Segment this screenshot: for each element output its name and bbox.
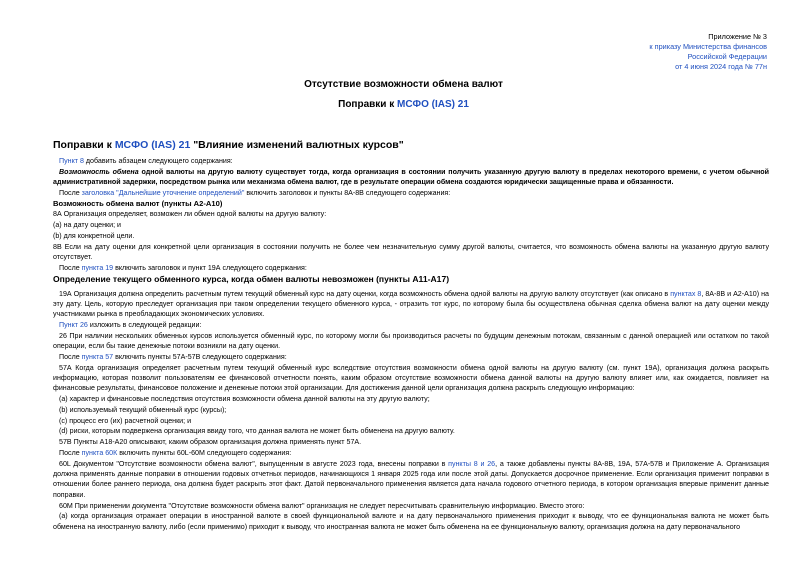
paragraph <box>53 156 769 166</box>
definition-text: одной валюты на другую валюту существует тогда, когда организация в состоянии получить указанную другую валюту в пределах некоторого времени, с учетом обычной административной задержки, посредством рынка или механизма обмена валют, где в результате операции обмена создаются юридически защищенные права и обязанности. <box>53 167 769 187</box>
list-item: (b) для конкретной цели. <box>53 232 135 241</box>
paragraph <box>53 167 769 188</box>
section-heading <box>53 139 404 151</box>
paragraph-8a: 8А Организация определяет, возможен ли обмен одной валюты на другую валюту: <box>53 210 327 219</box>
ministry-link[interactable]: Российской Федерации <box>687 52 767 61</box>
paragraph-60m: 60М При применении документа "Отсутствие возможности обмена валют" организация не следует пересчитывать сравнительную информацию. Вместо этого: <box>59 501 585 510</box>
paragraph-19a <box>53 289 769 320</box>
list-item: (a) когда организация отражает операции в иностранной валюте в своей функциональной валюте и на дату первоначального применения приходит к выводу, что ее функциональная валюта не может быть обменена на иностранную валюту, либо (если применимо) приходит к выводу, что иностранная валюта не может быть обменена на ее функциональную валюту, организация должна на дату первоначального <box>53 512 769 531</box>
paragraph-text: , 8А-8В и А2-А10) на эту дату. Цель, которую преследует организация при таком определении текущего обменного курса, - отразить тот курс, по которому была бы осуществлена обычная сделка обмена валют на дату оценки между участниками рынка в преобладающих экономических условиях. <box>53 289 769 319</box>
paragraph <box>53 320 769 330</box>
list-item: (c) процесс его (их) расчетной оценки; и <box>59 416 192 425</box>
document-title: Отсутствие возможности обмена валют <box>304 79 503 90</box>
paragraph-26-link[interactable]: Пункт 26 <box>59 320 88 329</box>
paragraph-8b: 8В Если на дату оценки для конкретной цели организация в состоянии получить не более чем незначительную сумму другой валюты, считается, что возможность обмена валюты на указанную другую валюту отсутствует. <box>53 242 769 262</box>
paragraph-text: включить пункты 57А-57В следующего содержания: <box>113 352 287 361</box>
paragraph-text: добавить абзацем следующего содержания: <box>83 157 233 165</box>
paragraph-text: включить заголовок и пункты 8А-8В следующего содержания: <box>244 188 451 197</box>
paragraph-57-link[interactable]: пункта 57 <box>81 352 114 361</box>
document-subtitle <box>0 99 807 110</box>
paragraph <box>53 263 769 273</box>
appendix-number: Приложение № 3 <box>708 32 767 41</box>
paragraphs-8-26-link[interactable]: пункты 8 и 26 <box>448 459 496 468</box>
paragraph-text: После <box>59 263 82 272</box>
list-item: (a) на дату оценки; и <box>53 221 122 230</box>
further-definitions-link[interactable]: заголовка "Дальнейшие уточнение определений" <box>81 188 245 197</box>
estimating-rate-heading: Определение текущего обменного курса, когда обмен валюты невозможен (пункты А11-А17) <box>53 274 450 285</box>
paragraph <box>53 352 769 362</box>
paragraph-text: После <box>59 188 82 197</box>
paragraph-26: 26 При наличии нескольких обменных курсов используется обменный курс, по которому могли бы производиться расчеты по будущим денежным потокам, связанным с данной операцией или остатком по такой операции, если бы такие денежные потоки возникли на дату оценки. <box>53 331 769 351</box>
order-date-link[interactable]: от 4 июня 2024 года № 77н <box>675 62 767 71</box>
paragraph-57b: 57В Пункты А18-А20 описывают, каким образом организация должна применять пункт 57А. <box>59 438 362 447</box>
paragraph-text: включить заголовок и пункт 19А следующего содержания: <box>113 263 307 272</box>
subtitle-prefix: Поправки к <box>338 99 397 110</box>
paragraph-text: После <box>59 449 82 458</box>
order-link[interactable]: к приказу Министерства финансов <box>649 42 767 51</box>
paragraph-8-link[interactable]: Пункт 8 <box>59 157 84 165</box>
list-item: (b) используемый текущий обменный курс (курсы); <box>59 405 227 414</box>
paragraph-text: , а также добавлены пункты 8А-8В, 19А, 57А-57В и Приложение А. Организация должна применять данные поправки в отношении годовых отчетных периодов, начинающихся 1 января 2025 года или после этой даты. Допускается досрочное применение. Если организация применит поправки в отношении более раннего периода, она должна будет раскрыть этот факт. Датой первоначального применения является дата начала годового отчетного периода, в котором организация впервые применит данные поправки. <box>53 459 769 499</box>
paragraph-60k-link[interactable]: пункта 60К <box>81 449 118 458</box>
paragraph-text: 60L Документом "Отсутствие возможности обмена валют", выпущенным в августе 2023 года, внесены поправки в <box>59 459 449 468</box>
exchangeability-heading: Возможность обмена валют (пункты А2-А10) <box>53 198 223 208</box>
paragraph <box>53 448 769 458</box>
paragraph-57a: 57А Когда организация определяет расчетным путем текущий обменный курс вследствие отсутствия возможности обмена одной валюты на другую валюту (см. пункт 19А), организация должна раскрыть информацию, которая позволит пользователям ее финансовой отчетности понять, каким образом отсутствие возможности обмена данной валюты на другую валюту влияет или, как ожидается, повлияет на финансовые результаты, финансовое положение и денежные потоки этой организации. Для достижения данной цели организация должна раскрыть следующую информацию: <box>53 363 769 393</box>
section-suffix: "Влияние изменений валютных курсов" <box>190 139 404 151</box>
paragraph-text: изложить в следующей редакции: <box>87 320 202 329</box>
section-ias21-link[interactable]: МСФО (IAS) 21 <box>114 139 191 151</box>
list-item: (a) характер и финансовые последствия отсутствия возможности обмена данной валюты на эту другую валюту; <box>59 395 430 404</box>
section-prefix: Поправки к <box>53 139 115 151</box>
paragraph-text: После <box>59 352 82 361</box>
document-body <box>53 156 769 532</box>
paragraph-60l <box>53 459 769 500</box>
list-item: (d) риски, которым подвержена организация ввиду того, что данная валюта не может быть обменена на другую валюту. <box>59 427 455 436</box>
defined-term: Возможность обмена <box>59 167 139 176</box>
ias21-link[interactable]: МСФО (IAS) 21 <box>397 99 469 110</box>
paragraph-19-link[interactable]: пункта 19 <box>81 263 114 272</box>
paragraph-text: 19А Организация должна определить расчетным путем текущий обменный курс на дату оценки, когда возможность обмена одной валюты на другую валюту отсутствует (как описано в <box>59 289 671 298</box>
appendix-header <box>649 32 767 72</box>
paragraph-text: включить пункты 60L-60M следующего содержания: <box>117 449 292 458</box>
paragraph-8-ref-link[interactable]: пунктах 8 <box>670 289 702 298</box>
paragraph <box>53 188 769 198</box>
